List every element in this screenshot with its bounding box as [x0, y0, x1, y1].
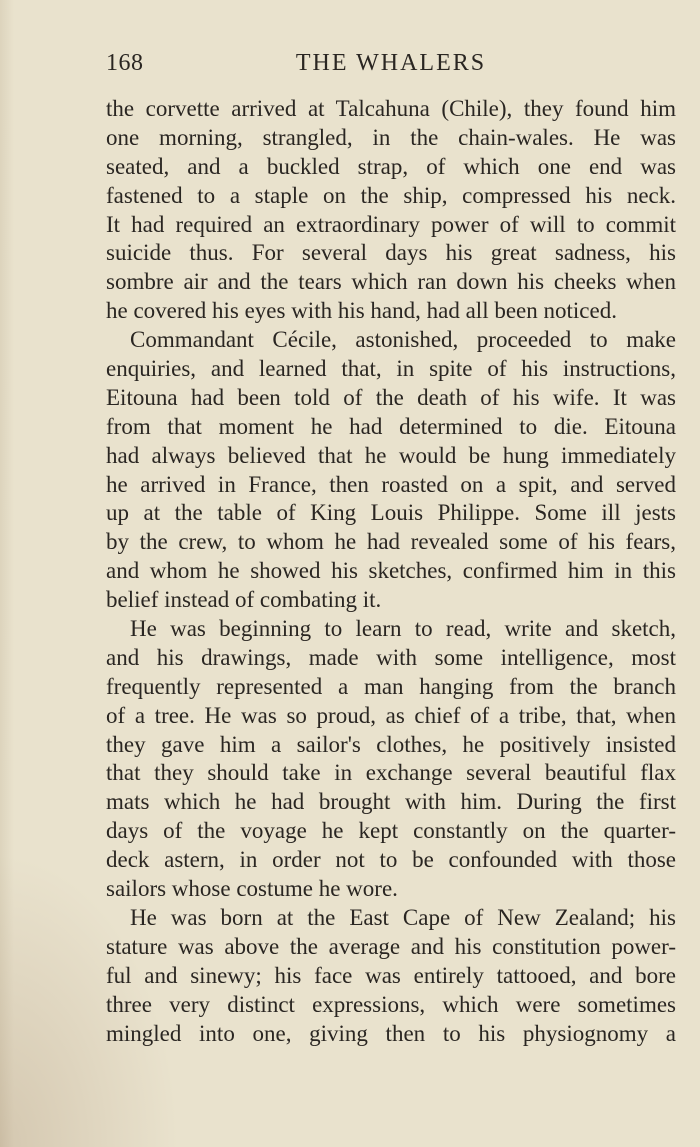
text-line: It had required an extraordinary power of will to commit — [106, 211, 676, 237]
text-line: He was beginning to learn to read, write and sketch, — [130, 616, 676, 642]
text-line: stature was above the average and his constitution power- — [106, 933, 676, 959]
text-line: sombre air and the tears which ran down his cheeks when — [106, 269, 676, 295]
text-line: mats which he had brought with him. During the first — [106, 789, 676, 815]
text-line: and whom he showed his sketches, confirmed him in this — [106, 558, 676, 584]
text-line: three very distinct expressions, which were sometimes — [106, 991, 676, 1017]
text-line: by the crew, to whom he had revealed some of his fears, — [106, 529, 676, 555]
text-line: had always believed that he would be hung immediately — [106, 442, 676, 468]
text-line: up at the table of King Louis Philippe. Some ill jests — [106, 500, 676, 526]
text-line: he covered his eyes with his hand, had all been noticed. — [106, 298, 617, 324]
text-line: that they should take in exchange several beautiful flax — [106, 760, 676, 786]
text-line: and his drawings, made with some intelligence, most — [106, 644, 676, 670]
text-line: Commandant Cécile, astonished, proceeded to make — [130, 327, 676, 353]
text-line: belief instead of combating it. — [106, 587, 382, 613]
text-line: suicide thus. For several days his great sadness, his — [106, 240, 676, 266]
body-text — [106, 95, 676, 1048]
text-line: days of the voyage he kept constantly on the quarter- — [106, 818, 676, 844]
text-line: He was born at the East Cape of New Zealand; his — [130, 904, 676, 930]
text-line: sailors whose costume he wore. — [106, 876, 398, 902]
text-line: deck astern, in order not to be confounded with those — [106, 847, 676, 873]
text-line: the corvette arrived at Talcahuna (Chile), they found him — [106, 96, 676, 121]
text-line: of a tree. He was so proud, as chief of a tribe, that, when — [106, 702, 676, 728]
running-head — [106, 50, 676, 80]
text-line: Eitouna had been told of the death of his wife. It was — [106, 384, 676, 410]
text-line: from that moment he had determined to die. Eitouna — [106, 413, 676, 439]
text-line: they gave him a sailor's clothes, he positively insisted — [106, 731, 676, 757]
text-line: frequently represented a man hanging from the branch — [106, 673, 676, 699]
text-line: ful and sinewy; his face was entirely tattooed, and bore — [106, 962, 676, 988]
text-line: fastened to a staple on the ship, compressed his neck. — [106, 182, 676, 208]
text-line: one morning, strangled, in the chain-wales. He was — [106, 124, 676, 150]
text-line: enquiries, and learned that, in spite of his instructions, — [106, 356, 676, 382]
running-title: THE WHALERS — [295, 50, 487, 76]
page-number: 168 — [106, 50, 144, 76]
text-line: mingled into one, giving then to his physiognomy a — [106, 1020, 676, 1046]
text-line: seated, and a buckled strap, of which one end was — [106, 153, 676, 179]
text-line: he arrived in France, then roasted on a spit, and served — [106, 471, 676, 497]
